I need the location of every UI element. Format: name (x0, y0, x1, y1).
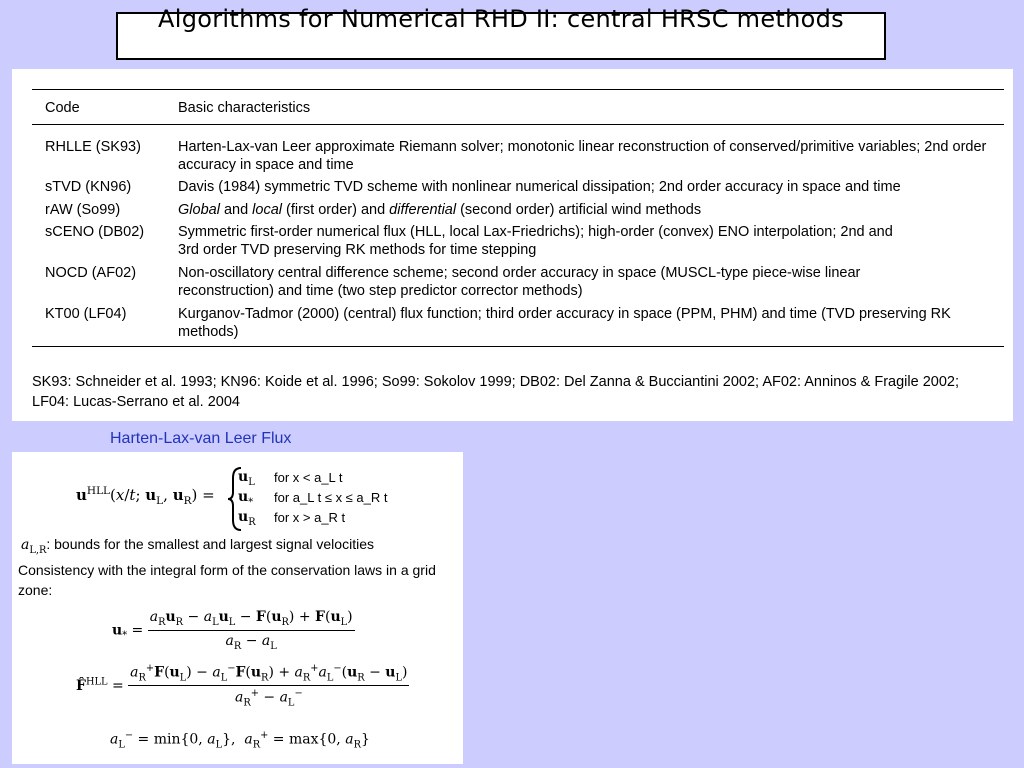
hll-solution-lhs: $u^{HLL}(x/t$; $u_L$, $u_R$) = (76, 485, 215, 507)
case-u-star: $u_*$ (238, 489, 254, 508)
header-code: Code (45, 100, 80, 116)
methods-table (12, 69, 1013, 421)
table-header-rule (32, 124, 1004, 125)
row-description (178, 201, 1008, 219)
row-code: NOCD (AF02) (45, 265, 137, 281)
min-max-formula: $a_L^- = \min\{0$, $a_L$}, $a_R^+ = \max\{0$, $a_R$} (110, 730, 370, 751)
desc-italic-differential: differential (389, 202, 457, 218)
case-3-condition: for x > a_R t (274, 510, 346, 525)
row-code: KT00 (LF04) (45, 306, 127, 322)
row-code: RHLLE (SK93) (45, 139, 141, 155)
hll-formula-panel (12, 452, 463, 764)
row-code: rAW (So99) (45, 202, 121, 218)
hll-section-label: Harten-Lax-van Leer Flux (110, 430, 292, 447)
slide-title: Algorithms for Numerical RHD II: central HRSC methods (158, 5, 844, 33)
table-top-rule (32, 89, 1004, 90)
desc-italic-global: Global (178, 202, 220, 218)
hll-flux-formula: F̂$^{HLL}$ = $\frac{a_R^+F(u_L) - a_L^-F(u_R) + a_R^+a_L^-(u_R - u_L)}{a_R^+ - a_L^-}$ (76, 663, 408, 709)
header-characteristics: Basic characteristics (178, 100, 311, 116)
case-1-condition: for x < a_L t (274, 470, 343, 485)
desc-text: and (219, 202, 253, 218)
desc-text: (first order) and (282, 202, 390, 218)
row-description: Davis (1984) symmetric TVD scheme with nonlinear numerical dissipation; 2nd order accuracy in space and time (178, 179, 901, 195)
row-description: Symmetric first-order numerical flux (HLL, local Lax-Friedrichs); high-order (convex) ENO interpolation; 2nd and 3rd order TVD preserving RK methods for time stepping (178, 224, 893, 258)
bounds-line: $a_{L,R}$: bounds for the smallest and largest signal velocities (21, 536, 374, 556)
row-code: sCENO (DB02) (45, 224, 145, 240)
table-footnote: SK93: Schneider et al. 1993; KN96: Koide et al. 1996; So99: Sokolov 1999; DB02: Del Zanna & Bucciantini 2002; AF02: Anninos & Fragile 2002; LF04: Lucas-Serrano et al. 2004 (32, 374, 959, 410)
desc-italic-local: local (252, 202, 282, 218)
consistency-text: Consistency with the integral form of the conservation laws in a grid zone: (18, 562, 436, 598)
table-bottom-rule (32, 346, 1004, 347)
case-u-left: $u_L$ (238, 469, 255, 488)
row-code: sTVD (KN96) (45, 179, 132, 195)
row-description: Non-oscillatory central difference scheme; second order accuracy in space (MUSCL-type piece-wise linear reconstruction) and time (two step predictor corrector methods) (178, 265, 861, 299)
bounds-text: : bounds for the smallest and largest signal velocities (46, 536, 374, 552)
desc-text: (second order) artificial wind methods (456, 202, 702, 218)
row-description: Kurganov-Tadmor (2000) (central) flux function; third order accuracy in space (PPM, PHM) and time (TVD preserving RK methods) (178, 306, 951, 340)
u-star-formula: $u_*$ = $\frac{a_Ru_R - a_Lu_L - F(u_R) + F(u_L)}{a_R - a_L}$ (112, 609, 353, 652)
case-2-condition: for a_L t ≤ x ≤ a_R t (274, 490, 388, 505)
case-u-right: $u_R$ (238, 509, 256, 528)
row-description: Harten-Lax-van Leer approximate Riemann solver; monotonic linear reconstruction of conserved/primitive variables; 2nd order accuracy in space and time (178, 139, 987, 173)
